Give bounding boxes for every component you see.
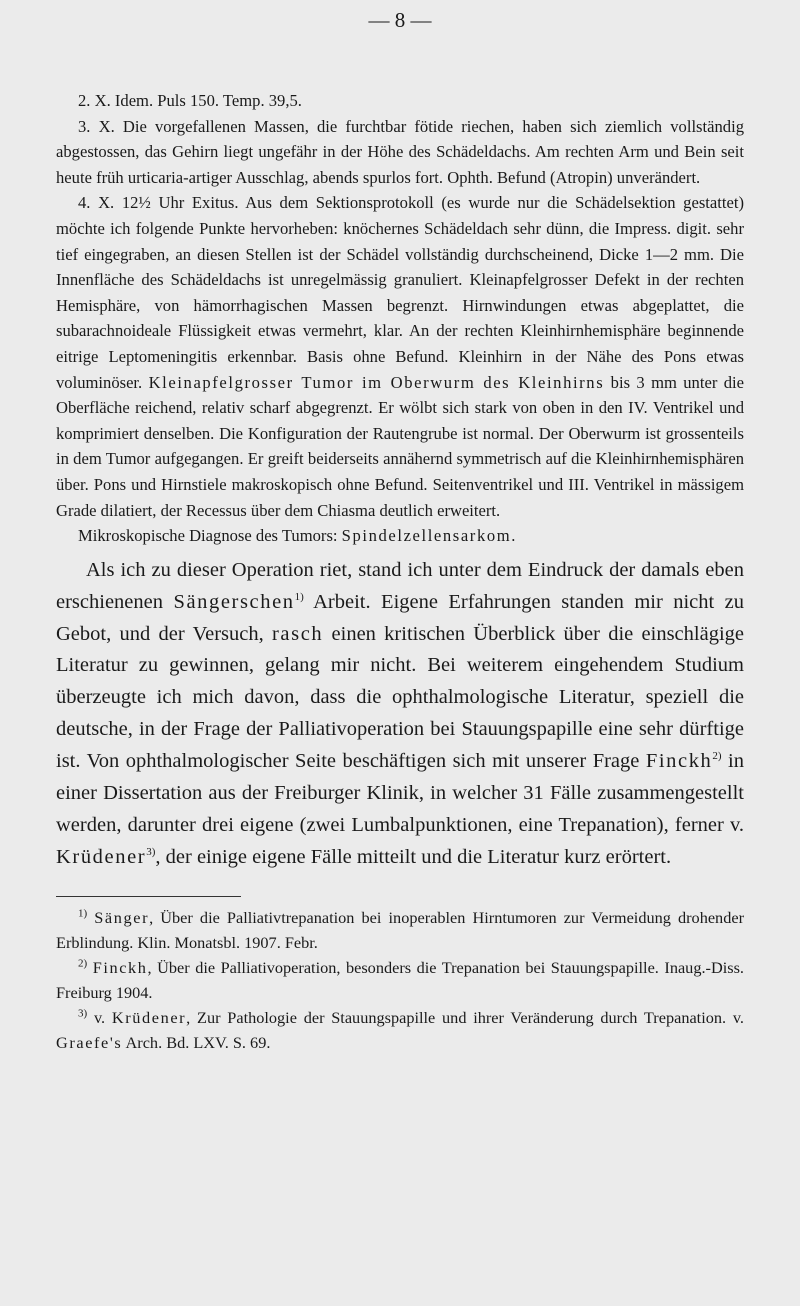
footnote-ref-3: 3): [146, 846, 156, 859]
footnote-3-prefix: v.: [93, 1007, 112, 1027]
case-entry-3: 3. X. Die vorgefallenen Massen, die furchtbar fötide riechen, haben sich ziemlich vollständig abgestossen, das Gehirn liegt ungefähr in der Höhe des Schädeldachs. Am rechten Arm und Bein seit heute früh urticaria-artiger Ausschlag, abends spurlos fort. Ophth. Befund (Atropin) unverändert.: [56, 116, 744, 187]
tumor-description-spaced: Kleinapfelgrosser Tumor im Oberwurm des Kleinhirns: [148, 372, 605, 392]
author-kruedener: Krüdener: [56, 845, 147, 868]
main-text: [56, 555, 744, 874]
case-entry-4-text-a: 4. X. 12½ Uhr Exitus. Aus dem Sektionsprotokoll (es wurde nur die Schädelsektion gestattet) möchte ich folgende Punkte hervorheben: knöchernes Schädeldach sehr dünn, die Impress. digit. sehr tief eingegraben, an diesen Stellen ist der Schädel vollständig durchscheinend, Dicke 1—2 mm. Die Innenfläche des Schädeldachs ist unregelmässig granuliert. Kleinapfelgrosser Defekt in der rechten Hemisphäre, von hämorrhagischen Massen begrenzt. Hirnwindungen etwas abgeplattet, die subarachnoideale Flüssigkeit etwas vermehrt, klar. An der rechten Kleinhirnhemisphäre beginnende eitrige Leptomeningitis erkennbar. Basis ohne Befund. Kleinhirn in der Nähe des Pons etwas voluminöser.: [56, 193, 744, 392]
footnote-2-author: Finckh: [92, 957, 148, 977]
author-finckh: Finckh: [645, 750, 713, 773]
main-text-d: in einer Dissertation aus der Freiburger Klinik, in welcher 31 Fälle zusammengestellt werden, darunter drei eigene (zwei Lumbalpunktionen, eine Trepanation), ferner v.: [56, 750, 745, 836]
main-text-c: einen kritischen Überblick über die einschlägige Literatur zu gewinnen, gelang mir nicht. Bei weiterem eingehendem Studium überzeugte ich mich davon, dass die ophthalmologische Literatur, speziell die deutsche, in der Frage der Palliativoperation bei Stauungspapille eine sehr dürftige ist. Von ophthalmologischer Seite beschäftigen sich mit unserer Frage: [56, 622, 744, 773]
case-entry-2: 2. X. Idem. Puls 150. Temp. 39,5.: [78, 91, 302, 110]
page-number: — 8 —: [368, 8, 432, 32]
footnote-divider: [56, 896, 241, 897]
footnote-3: [56, 1005, 744, 1055]
author-saenger: Sängerschen: [173, 590, 295, 613]
footnote-2-mark: 2): [78, 957, 88, 970]
main-text-e: , der einige eigene Fälle mitteilt und die Literatur kurz erörtert.: [155, 845, 672, 868]
footnotes: [56, 905, 744, 1055]
footnote-1-text: , Über die Palliativtrepanation bei inoperablen Hirntumoren zur Vermeidung drohender Erblindung. Klin. Monatsbl. 1907. Febr.: [56, 907, 744, 952]
case-entry-4: [56, 190, 744, 523]
diagnosis-paragraph: [56, 523, 744, 549]
footnote-3-text-b: Arch. Bd. LXV. S. 69.: [122, 1032, 271, 1052]
footnote-3-author: Krüdener: [111, 1007, 187, 1027]
footnote-ref-1: 1): [294, 590, 304, 603]
diagnosis-value: Spindelzellensarkom.: [341, 526, 517, 546]
main-paragraph: [56, 555, 744, 874]
footnote-3-mark: 3): [78, 1007, 88, 1020]
footnote-2-text: , Über die Palliativoperation, besonders die Trepanation bei Stauungspapille. Inaug.-Diss. Freiburg 1904.: [56, 957, 744, 1002]
case-notes: [56, 88, 744, 549]
footnote-2: [56, 955, 744, 1005]
footnote-1-mark: 1): [78, 907, 88, 920]
footnote-1-author: Sänger: [94, 907, 150, 927]
main-text-a: Als ich zu dieser Operation riet, stand ich unter dem Eindruck der damals eben erschienenen: [56, 558, 744, 613]
footnote-3-journal-name: Graefe's: [56, 1032, 123, 1052]
footnote-1: [56, 905, 744, 955]
case-entry-4-text-b: bis 3 mm unter die Oberfläche reichend, relativ scharf abgegrenzt. Er wölbt sich stark von oben in den IV. Ventrikel und komprimiert denselben. Die Konfiguration der Rautengrube ist normal. Der Oberwurm ist grossenteils in dem Tumor aufgegangen. Er greift beiderseits annähernd symmetrisch auf die Kleinhirnhemisphären über. Pons und Hirnstiele makroskopisch ohne Befund. Seitenventrikel und III. Ventrikel in mässigem Grade dilatiert, der Recessus über dem Chiasma deutlich erweitert.: [56, 372, 745, 520]
footnote-3-text-a: , Zur Pathologie der Stauungspapille und ihrer Veränderung durch Trepanation. v.: [186, 1007, 745, 1027]
emphasis-rasch: rasch: [272, 622, 324, 645]
diagnosis-label: Mikroskopische Diagnose des Tumors:: [78, 526, 342, 546]
main-text-b: Arbeit. Eigene Erfahrungen standen mir nicht zu Gebot, und der Versuch,: [56, 590, 744, 645]
footnote-ref-2: 2): [712, 750, 722, 763]
